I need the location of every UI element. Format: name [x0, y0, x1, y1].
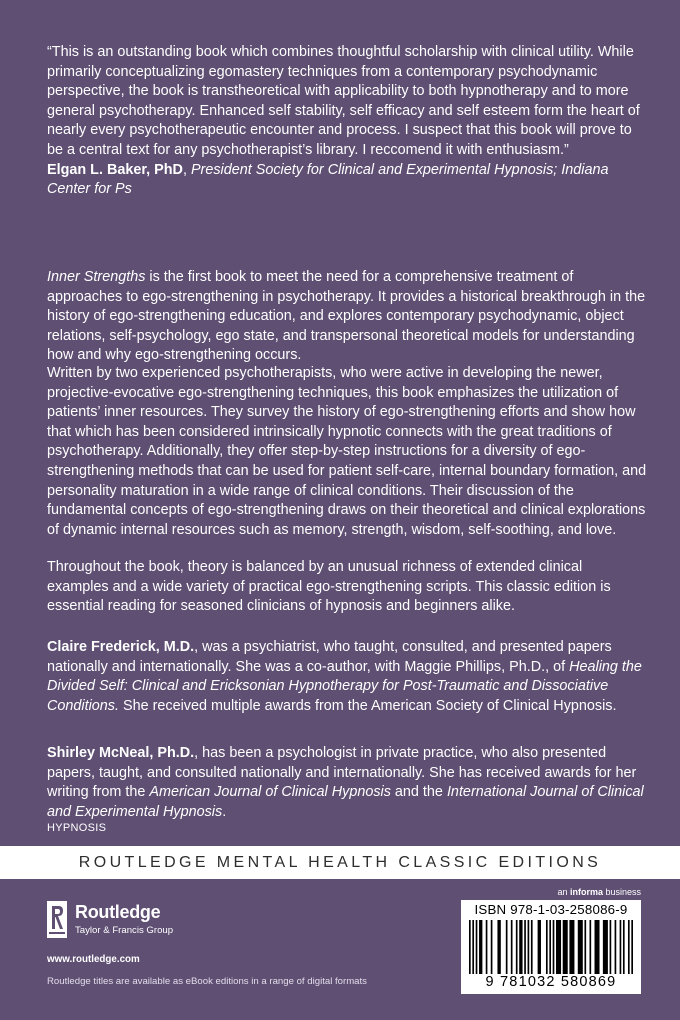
series-banner: ROUTLEDGE MENTAL HEALTH CLASSIC EDITIONS: [0, 846, 680, 879]
barcode-bar: [603, 920, 608, 974]
barcode-bar: [615, 920, 617, 974]
barcode-bar: [511, 920, 513, 974]
description-paragraph-1: [47, 268, 647, 366]
informa-prefix: an: [557, 887, 570, 897]
endorsement-quote: [47, 43, 647, 200]
barcode-icon: [469, 920, 633, 974]
barcode-bar: [563, 920, 568, 974]
isbn-label: ISBN 978-1-03-258086-9: [474, 902, 628, 917]
barcode-bar: [528, 920, 530, 974]
author-name: Shirley McNeal, Ph.D.: [47, 745, 195, 761]
barcode-bar: [486, 920, 488, 974]
endorsement-text: “This is an outstanding book which combines thoughtful scholarship with clinical utility. While primarily conceptualizing egomastery techniques from a contemporary psychodynamic perspective, the book is transtheoretical with applicability to both hypnotherapy and to more general psychotherapy. Enhanced self stability, self efficacy and self esteem form the heart of nearly every psychotherapeutic encounter and process. I suspect that this book will prove to be a central text for any psychotherapist’s library. I reccomend it with enthusiasm.”: [47, 44, 640, 158]
barcode-bar: [531, 920, 533, 974]
journal-title: American Journal of Clinical Hypnosis: [149, 784, 391, 801]
barcode-bar: [538, 920, 541, 974]
author-bio-2: [47, 744, 647, 822]
barcode-bar: [584, 920, 586, 974]
informa-brand: informa: [569, 887, 603, 897]
barcode-bar: [516, 920, 518, 974]
barcode-bar: [506, 920, 508, 974]
barcode-bar: [623, 920, 625, 974]
barcode-bar: [589, 920, 591, 974]
description-paragraph-2: Written by two experienced psychotherapists, who were active in developing the newer, projective-evocative ego-strengthening techniques, this book emphasizes the utilization of patients’ inner resources. They survey the history of ego-strengthening efforts and show how that which has been considered intrinsically hypnotic connects with the great traditions of psychotherapy. Additionally, they offer step-by-step instructions for a diversity of ego-strengthening methods that can be used for patient self-care, internal boundary formation, and personality maturation in a wide range of clinical conditions. Their discussion of the fundamental concepts of ego-strengthening draws on their theoretical and clinical explorations of dynamic internal resources such as memory, strength, wisdom, self-soothing, and love.: [47, 365, 647, 538]
author-bio-text: , was a psychiatrist, who taught, consulted, and presented papers nationally and internationally. She was a co-author, with Maggie Phillips, Ph.D., of: [47, 639, 612, 675]
book-title: Inner Strengths: [47, 269, 146, 285]
publisher-website: www.routledge.com: [47, 954, 140, 965]
barcode-bar: [469, 920, 471, 974]
endorser-separator: ,: [182, 161, 191, 178]
barcode-block: [461, 900, 641, 994]
barcode-bar: [497, 920, 500, 974]
author-bio-text: , has been a psychologist in private practice, who also presented papers, taught, and consulted nationally and internationally. She has received awards for her writing from the: [47, 745, 637, 801]
barcode-bar: [491, 920, 493, 974]
barcode-bar: [595, 920, 600, 974]
journal-title: International Journal of Clinical and Experimental Hypnosis: [47, 784, 644, 820]
description-text-1: is the first book to meet the need for a comprehensive treatment of approaches to ego-strengthening in psychotherapy. It provides a historical breakthrough in the history of ego-strengthening education, and explores contemporary psychodynamic, object relations, self-psychology, ego state, and transpersonal theoretical models for understanding how and why ego-strengthening occurs.: [47, 269, 646, 364]
barcode-bar: [610, 920, 612, 974]
barcode-bar: [519, 920, 522, 974]
barcode-bar: [628, 920, 630, 974]
barcode-bar: [479, 920, 482, 974]
author-name: Claire Frederick, M.D.: [47, 639, 195, 655]
barcode-bar: [546, 920, 548, 974]
barcode-bar: [549, 920, 551, 974]
barcode-bar: [556, 920, 561, 974]
publisher-group: Taylor & Francis Group: [75, 925, 174, 936]
publisher-name: Routledge: [75, 902, 161, 922]
ebook-note: Routledge titles are available as eBook editions in a range of digital formats: [47, 976, 367, 987]
endorser-name: Elgan L. Baker, PhD: [47, 161, 183, 178]
endorser-affiliation: President Society for Clinical and Experimental Hypnosis; Indiana Center for Ps: [47, 161, 609, 198]
barcode-bar: [472, 920, 474, 974]
barcode-bar: [620, 920, 622, 974]
barcode-digits: 9 781032 580869: [485, 974, 617, 990]
subject-category: HYPNOSIS: [47, 822, 107, 834]
barcode-bar: [569, 920, 574, 974]
barcode-bar: [476, 920, 478, 974]
barcode-bar: [631, 920, 633, 974]
author-bio-text: and the: [390, 784, 447, 801]
publisher-logo: [47, 901, 217, 945]
description-paragraph-3: Throughout the book, theory is balanced by an unusual richness of extended clinical examples and a wide variety of practical ego-strengthening scripts. This classic edition is essential reading for seasoned clinicians of hypnosis and beginners alike.: [47, 559, 611, 615]
barcode-bar: [553, 920, 555, 974]
author-bio-text: .: [222, 803, 227, 820]
author-bio-1: [47, 638, 647, 716]
author-bio-text: She received multiple awards from the American Society of Clinical Hypnosis.: [119, 697, 617, 714]
informa-tagline: [0, 887, 641, 897]
author-book-title: Healing the Divided Self: Clinical and Ericksonian Hypnotherapy for Post-Traumatic and Dissociative Conditions.: [47, 658, 642, 714]
barcode-bar: [524, 920, 526, 974]
informa-suffix: business: [602, 887, 641, 897]
routledge-logo-icon: [47, 901, 67, 938]
barcode-bar: [578, 920, 583, 974]
